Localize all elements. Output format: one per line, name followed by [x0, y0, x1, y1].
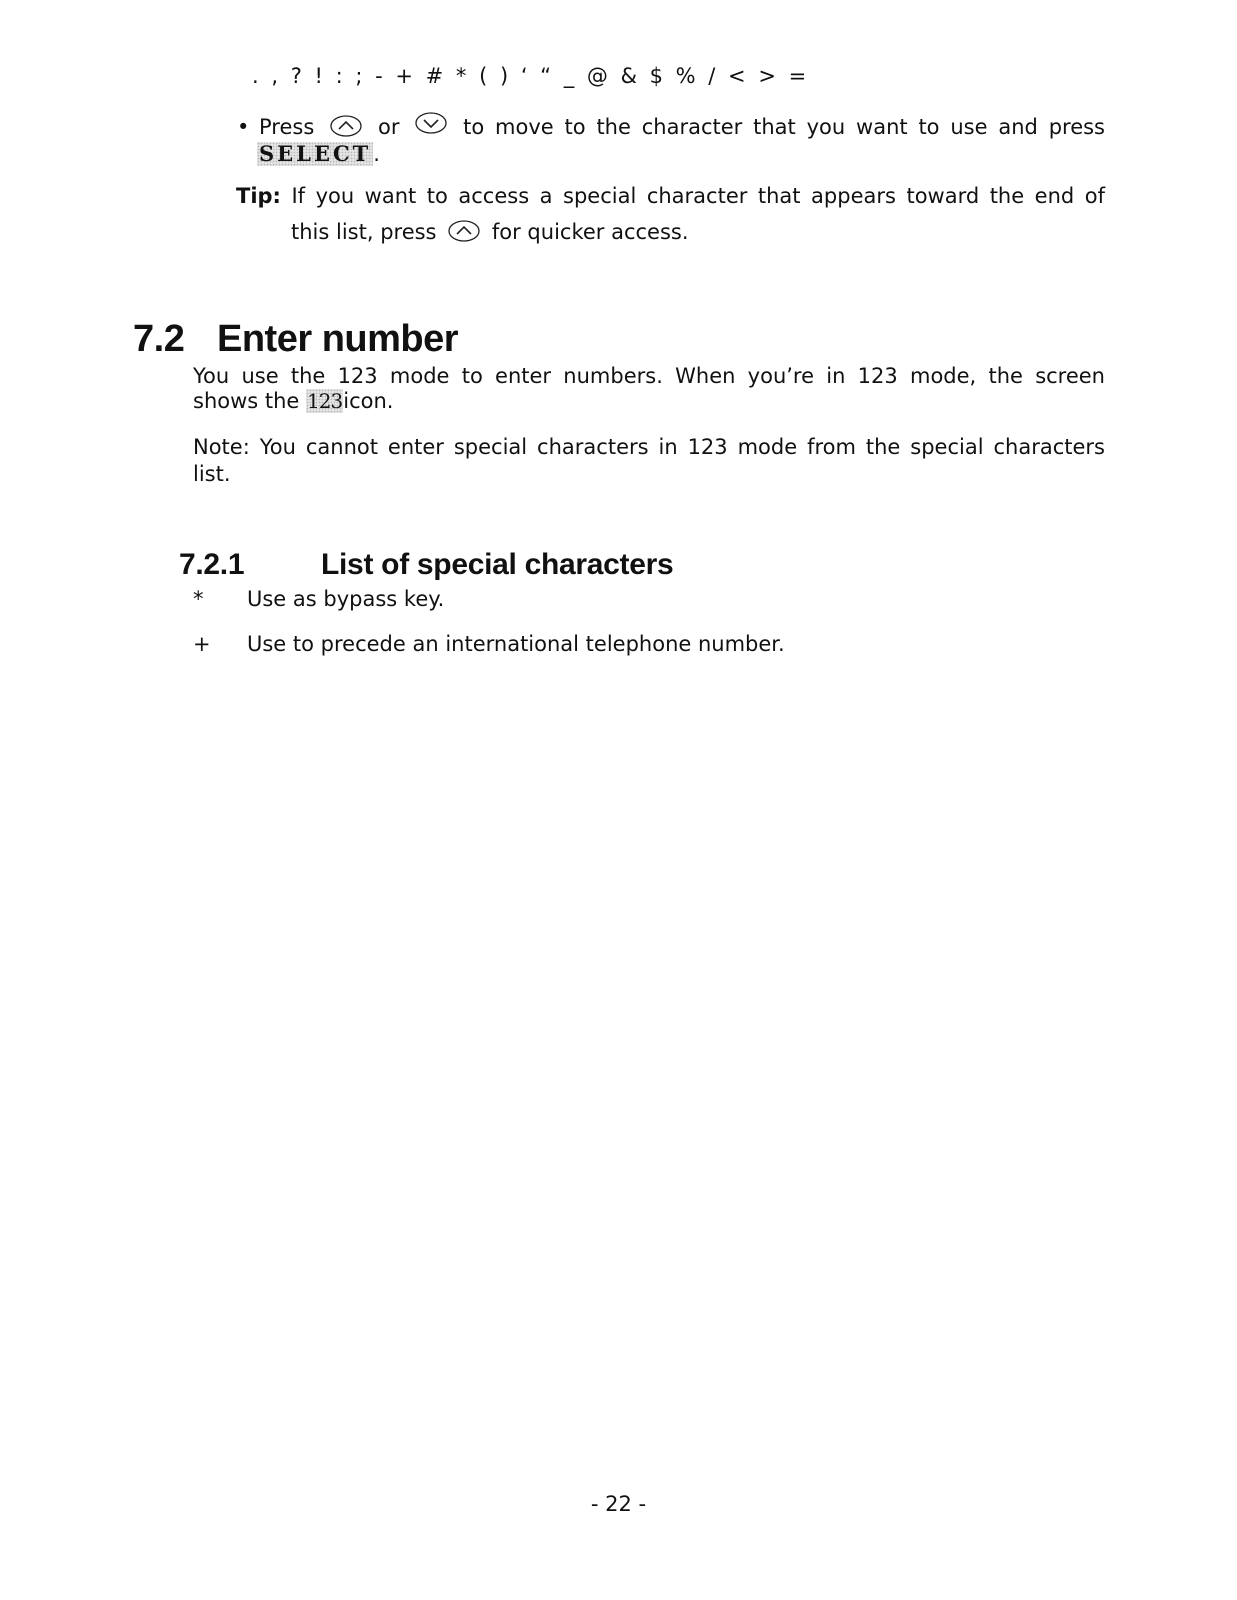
list-item-symbol: + [193, 632, 211, 656]
select-key-label: SELECT [259, 141, 372, 166]
subsection-number: 7.2.1 [179, 548, 245, 581]
paragraph-line-2 [193, 389, 1105, 414]
up-arrow-key-icon [447, 217, 481, 243]
subsection-title: List of special characters [321, 548, 674, 581]
bullet-line-1 [237, 112, 1105, 140]
page-number: - 22 - [590, 1492, 647, 1516]
subsection-heading [179, 548, 673, 582]
list-item-text: Use to precede an international telephone number. [247, 632, 785, 656]
note-paragraph [193, 435, 1105, 487]
tip-line-2 [236, 217, 1105, 245]
bullet-end: . [373, 142, 380, 166]
tip-line-1 [236, 184, 1105, 209]
or-word: or [377, 115, 400, 139]
tip-block [236, 184, 1105, 245]
section-heading [133, 318, 458, 361]
bullet-text: to move to the character that you want to use and press [463, 115, 1105, 139]
bullet-line-2 [237, 142, 1105, 167]
up-arrow-key-icon [329, 112, 363, 138]
note-line-2: list. [193, 462, 231, 486]
tip-text-2a: this list, press [291, 220, 437, 244]
section-title: Enter number [217, 318, 459, 360]
special-characters-list: . , ? ! : ; - + # * ( ) ‘ “ _ @ & $ % / < > = [252, 64, 810, 88]
paragraph-text-2a: shows the [193, 389, 300, 413]
list-item [193, 587, 444, 612]
tip-text-2b: for quicker access. [491, 220, 689, 244]
list-item-symbol: * [193, 587, 204, 611]
section-number: 7.2 [133, 318, 185, 360]
mode-123-icon: 123 [307, 389, 343, 413]
section-paragraph [193, 364, 1105, 414]
bullet-dot: • [237, 115, 250, 139]
paragraph-line-1: You use the 123 mode to enter numbers. When you’re in 123 mode, the screen [193, 364, 1105, 388]
note-line-1: Note: You cannot enter special characters in 123 mode from the special characters [193, 435, 1105, 459]
paragraph-text-2b: icon. [343, 389, 394, 413]
list-item-text: Use as bypass key. [247, 587, 445, 611]
tip-label: Tip: [236, 184, 281, 208]
bullet-instruction [237, 112, 1105, 167]
tip-text-1: If you want to access a special character that appears toward the end of [291, 184, 1105, 208]
down-arrow-key-icon [414, 112, 448, 138]
press-word: Press [259, 115, 315, 139]
list-item [193, 632, 785, 657]
